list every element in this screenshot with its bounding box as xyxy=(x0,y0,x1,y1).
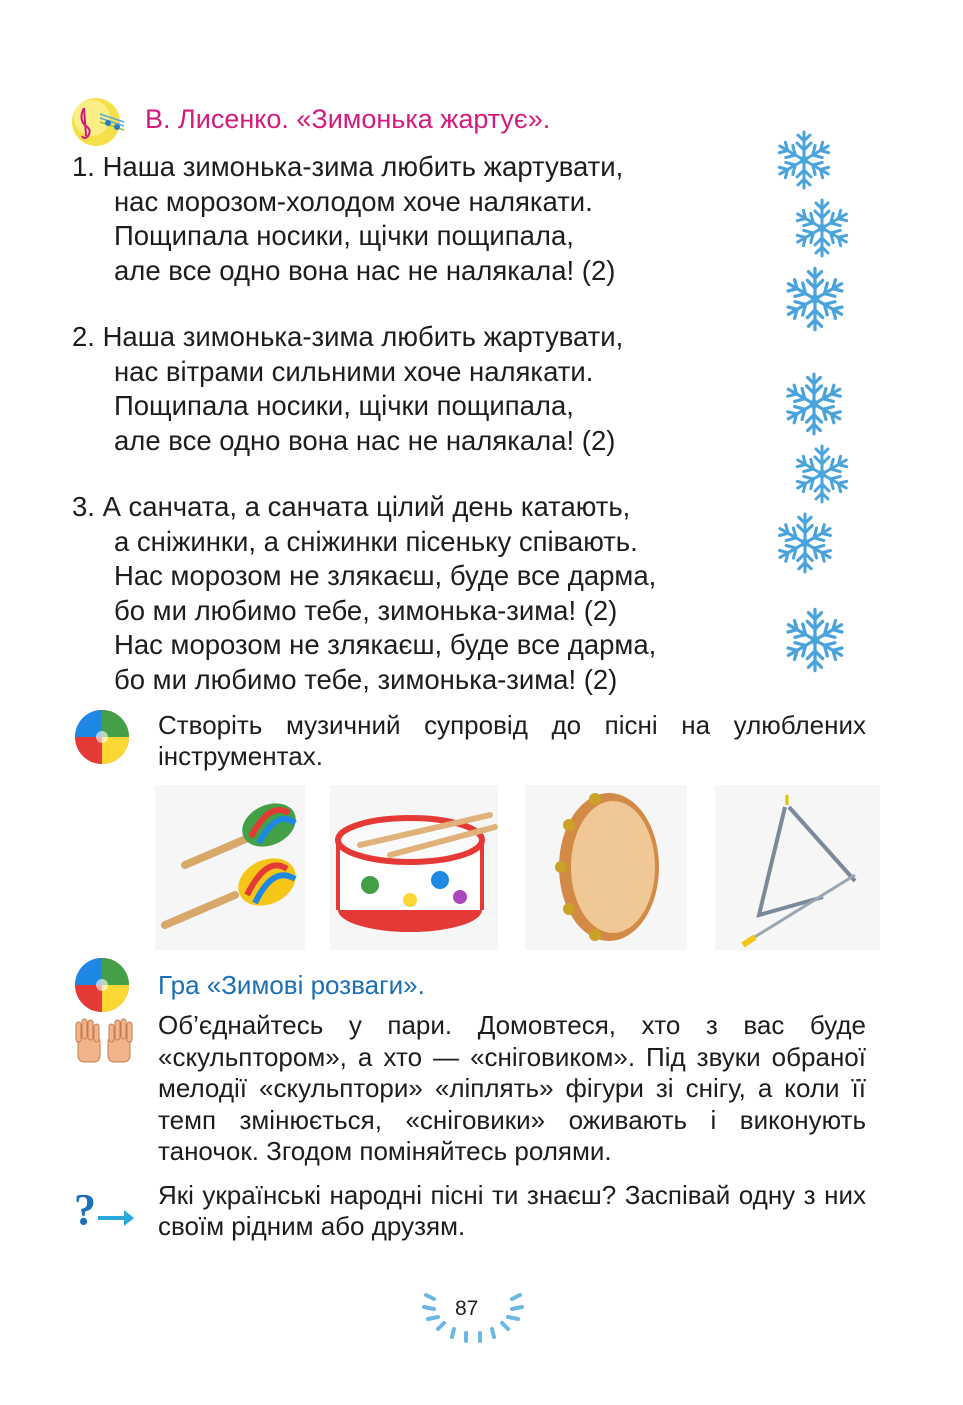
verse-line: 2. Наша зимонька-зима любить жартувати, xyxy=(72,321,624,352)
verse-line: нас морозом-холодом хоче налякати. xyxy=(114,185,593,217)
verse-line: а сніжинки, а сніжинки пісеньку співають. xyxy=(114,525,638,557)
verse-line: але все одно вона нас не налякала! (2) xyxy=(114,424,616,456)
triangle-image xyxy=(715,785,880,950)
snowflake-icon xyxy=(780,605,850,675)
page-number: 87 xyxy=(455,1297,479,1320)
verse-line: бо ми любимо тебе, зимонька-зима! (2) xyxy=(114,663,618,695)
verse-2 xyxy=(72,320,623,458)
verse-1 xyxy=(72,150,623,288)
verse-line: але все одно вона нас не налякала! (2) xyxy=(114,254,616,286)
tambourine-image xyxy=(525,785,687,950)
game-description: Об’єднайтесь у пари. Домовтеся, хто з вас буде «скульптором», а хто — «сніговиком». Під звуки обраної мелодії «скульптори» «ліплять» фігури зі снігу, а коли її темп змінюється, «сніговики» оживають і виконують таночок. Згодом поміняйтесь ролями. xyxy=(158,1010,866,1166)
maracas-image xyxy=(155,785,305,950)
question-arrow-icon xyxy=(72,1186,136,1232)
svg-text:?: ? xyxy=(74,1186,96,1232)
verse-line: Нас морозом не злякаєш, буде все дарма, xyxy=(114,560,657,591)
beach-ball-icon xyxy=(73,956,131,1014)
verse-line: бо ми любимо тебе, зимонька-зима! (2) xyxy=(114,594,618,626)
task-accompaniment: Створіть музичний супровід до пісні на улюблених інструментах. xyxy=(158,710,866,771)
beach-ball-icon xyxy=(73,708,131,766)
verse-line: Пощипала носики, щічки пощипала, xyxy=(114,220,574,251)
verse-line: Нас морозом не злякаєш, буде все дарма, xyxy=(114,629,657,660)
verse-line: нас вітрами сильними хоче налякати. xyxy=(114,355,594,387)
snowflake-icon xyxy=(780,370,848,438)
verse-line: 1. Наша зимонька-зима любить жартувати, xyxy=(72,151,624,182)
song-title: В. Лисенко. «Зимонька жартує». xyxy=(145,104,551,134)
snowflake-icon xyxy=(772,510,838,576)
snowflake-icon xyxy=(772,128,836,192)
drum-image xyxy=(330,785,498,950)
verse-3 xyxy=(72,490,656,697)
game-title: Гра «Зимові розваги». xyxy=(158,970,425,1000)
snowflake-icon xyxy=(780,264,850,334)
question-text: Які українські народні пісні ти знаєш? Заспівай одну з них своїм рідним або друзям. xyxy=(158,1180,866,1241)
hands-icon xyxy=(72,1018,136,1066)
verse-line: 3. А санчата, а санчата цілий день катають, xyxy=(72,491,631,522)
verse-line: Пощипала носики, щічки пощипала, xyxy=(114,390,574,421)
snowflake-icon xyxy=(790,196,854,260)
music-notes-icon xyxy=(70,96,132,148)
snowflake-icon xyxy=(790,442,854,506)
